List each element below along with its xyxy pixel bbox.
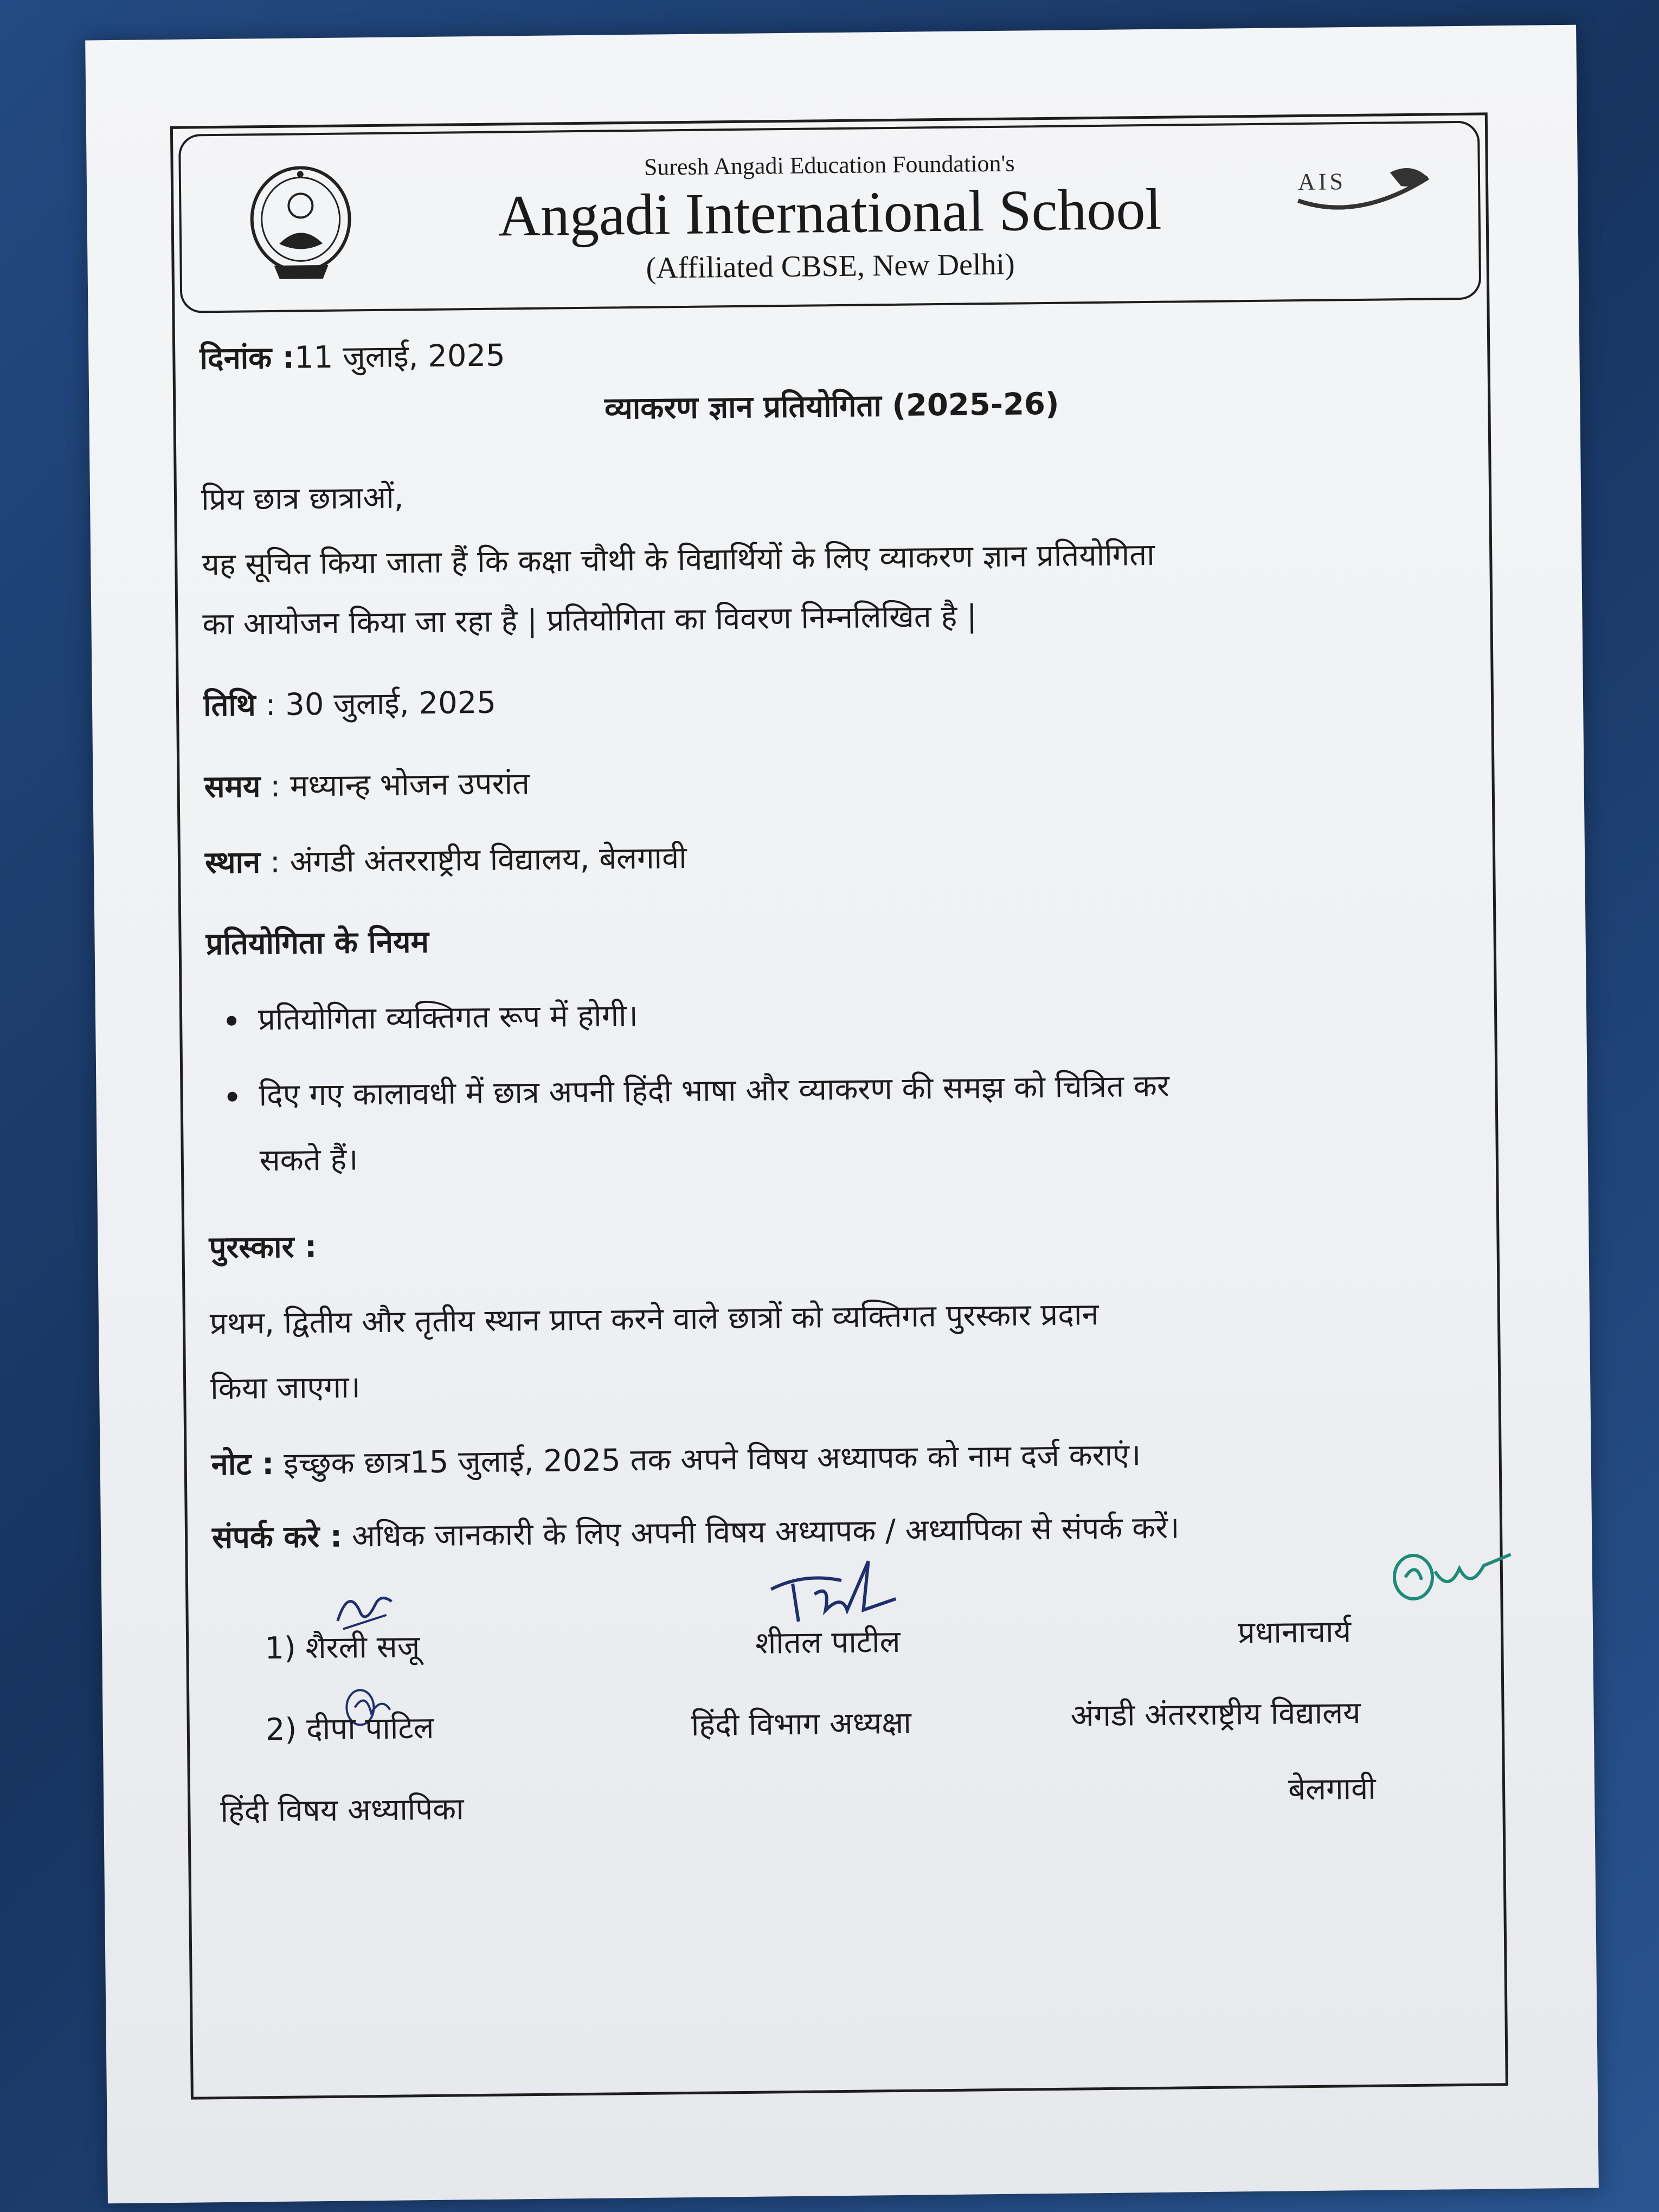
rule-item-2: दिए गए कालावधी में छात्र अपनी हिंदी भाषा और व्याकरण की समझ को चित्रित कर — [259, 1065, 1169, 1118]
date-detail — [203, 681, 497, 728]
notice-paper — [85, 25, 1599, 2204]
school-name: Angadi International School — [498, 177, 1162, 249]
intro-line-1: यह सूचित किया जाता हैं कि कक्षा चौथी के विद्यार्थियों के लिए व्याकरण ज्ञान प्रतियोगिता — [201, 537, 1155, 583]
sthan-label: स्थान — [204, 845, 261, 881]
letterhead-text — [359, 146, 1300, 288]
note-label: नोट : — [211, 1446, 274, 1483]
signature-3 — [1383, 1538, 1514, 1610]
samay-label: समय — [204, 769, 261, 805]
page-border — [170, 112, 1508, 2099]
time-detail — [204, 762, 530, 809]
signatory-mid-role: हिंदी विभाग अध्यक्षा — [691, 1705, 912, 1743]
ais-logo — [1293, 156, 1439, 222]
date-value: 11 जुलाई, 2025 — [294, 338, 506, 376]
intro-line-2: का आयोजन किया जा रहा है | प्रतियोगिता का विवरण निम्नलिखित है | — [202, 599, 978, 642]
signatory-mid-name: शीतल पाटील — [755, 1624, 901, 1661]
tithi-label: तिथि — [203, 687, 256, 724]
note-line — [211, 1433, 1141, 1487]
venue-detail — [205, 837, 687, 885]
note-text: इच्छुक छात्र15 जुलाई, 2025 तक अपने विषय अध्यापक को नाम दर्ज कराएं। — [283, 1437, 1141, 1482]
contact-label: संपर्क करे : — [211, 1519, 343, 1556]
signatory-left-role: हिंदी विषय अध्यापिका — [220, 1791, 464, 1830]
rules-heading: प्रतियोगिता के नियम — [205, 924, 429, 962]
tithi-value: : 30 जुलाई, 2025 — [265, 685, 497, 723]
ais-logo-text: AIS — [1297, 168, 1347, 196]
notice-body — [200, 324, 1463, 1830]
contact-line — [212, 1507, 1180, 1560]
sthan-value: : अंगडी अंतरराष्ट्रीय विद्यालय, बेलगावी — [269, 840, 687, 880]
signatory-school: अंगडी अंतरराष्ट्रीय विद्यालय — [1070, 1695, 1361, 1734]
signatory-principal: प्रधानाचार्य — [1237, 1614, 1352, 1651]
signatory-1: 1) शैरली सजू — [264, 1629, 420, 1667]
signatory-2: 2) दीपा पाटिल — [265, 1710, 434, 1748]
foundation-name: Suresh Angadi Education Foundation's — [644, 150, 1015, 181]
affiliation: (Affiliated CBSE, New Delhi) — [646, 247, 1015, 285]
prize-heading: पुरस्कार : — [209, 1229, 317, 1266]
salutation: प्रिय छात्र छात्राओं, — [201, 480, 404, 518]
date-line — [200, 334, 505, 381]
rule-item-1: प्रतियोगिता व्यक्तिगत रूप में होगी। — [258, 994, 639, 1041]
prize-line-1: प्रथम, द्वितीय और तृतीय स्थान प्राप्त करने वाले छात्रों को व्यक्तिगत पुरस्कार प्रदान — [209, 1297, 1099, 1342]
prize-line-2: किया जाएगा। — [210, 1369, 361, 1407]
rule-item-2-cont: सकते हैं। — [259, 1142, 358, 1179]
notice-title: व्याकरण ज्ञान प्रतियोगिता (2025-26) — [604, 386, 1059, 427]
school-crest-logo — [241, 162, 361, 287]
contact-text: अधिक जानकारी के लिए अपनी विषय अध्यापक / अध्यापिका से संपर्क करें। — [351, 1510, 1180, 1554]
date-label: दिनांक : — [200, 340, 295, 377]
signatory-city: बेलगावी — [1288, 1771, 1377, 1808]
samay-value: : मध्यान्ह भोजन उपरांत — [269, 766, 530, 805]
letterhead — [178, 121, 1481, 313]
